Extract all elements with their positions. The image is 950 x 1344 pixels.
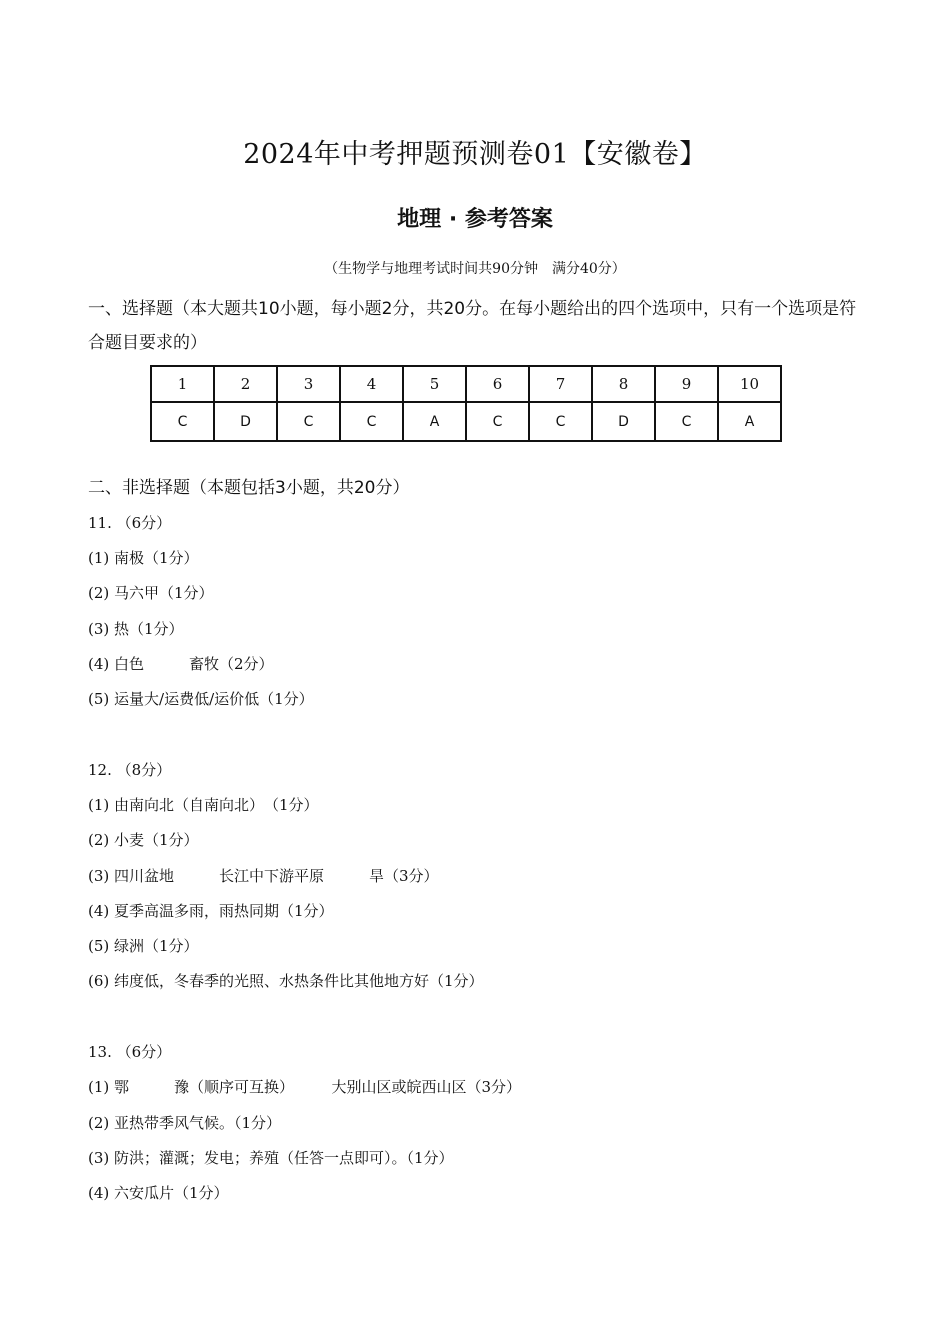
answer-table: [150, 365, 782, 442]
exam-note: （生物学与地理考试时间共90分钟 满分40分）: [324, 261, 626, 277]
q12-answer-line: (2) 小麦（1分）: [88, 831, 199, 849]
answer-cell: C: [655, 402, 718, 441]
q11-answer-line: (5) 运量大/运费低/运价低（1分）: [88, 690, 314, 708]
question-number-cell: 1: [151, 366, 214, 402]
q12-answer-line: (3) 四川盆地 长江中下游平原 旱（3分）: [88, 867, 439, 885]
question-number-cell: 2: [214, 366, 277, 402]
answer-cell: D: [592, 402, 655, 441]
q13-answer-line: (4) 六安瓜片（1分）: [88, 1184, 229, 1202]
section1-heading: 一、选择题（本大题共10小题，每小题2分，共20分。在每小题给出的四个选项中，只有一个选项是符合题目要求的）: [88, 299, 857, 353]
answer-cell: C: [340, 402, 403, 441]
q12-answer-line: (5) 绿洲（1分）: [88, 937, 199, 955]
q13-answer-line: (2) 亚热带季风气候。（1分）: [88, 1114, 282, 1132]
page-subtitle: 地理 · 参考答案: [397, 207, 553, 232]
question-number-cell: 6: [466, 366, 529, 402]
q13-answer-line: (3) 防洪；灌溉；发电；养殖（任答一点即可）。（1分）: [88, 1149, 454, 1167]
q12-answer-line: (1) 由南向北（自南向北） （1分）: [88, 796, 319, 814]
q13-header: 13. （6分）: [88, 1043, 172, 1061]
section2-heading: 二、非选择题（本题包括3小题，共20分）: [88, 478, 410, 498]
question-number-cell: 7: [529, 366, 592, 402]
answer-cell: A: [718, 402, 781, 441]
answer-cell: A: [403, 402, 466, 441]
q11-header: 11. （6分）: [88, 514, 172, 532]
answer-cell: C: [529, 402, 592, 441]
answer-cell: C: [277, 402, 340, 441]
answer-cell: C: [151, 402, 214, 441]
answer-table-numbers-row: [151, 366, 781, 402]
question-number-cell: 3: [277, 366, 340, 402]
q11-answer-line: (2) 马六甲（1分）: [88, 584, 214, 602]
q11-answer-line: (4) 白色 畜牧（2分）: [88, 655, 274, 673]
question-number-cell: 4: [340, 366, 403, 402]
q12-header: 12. （8分）: [88, 761, 172, 779]
answer-cell: C: [466, 402, 529, 441]
answer-table-answers-row: [151, 402, 781, 441]
q12-answer-line: (4) 夏季高温多雨，雨热同期（1分）: [88, 902, 334, 920]
q11-answer-line: (3) 热（1分）: [88, 620, 184, 638]
question-number-cell: 5: [403, 366, 466, 402]
q12-answer-line: (6) 纬度低，冬春季的光照、水热条件比其他地方好（1分）: [88, 972, 484, 990]
question-number-cell: 10: [718, 366, 781, 402]
q11-answer-line: (1) 南极（1分）: [88, 549, 199, 567]
question-number-cell: 8: [592, 366, 655, 402]
question-number-cell: 9: [655, 366, 718, 402]
answer-cell: D: [214, 402, 277, 441]
page-title: 2024年中考押题预测卷01【安徽卷】: [243, 139, 707, 170]
q13-answer-line: (1) 鄂 豫（顺序可互换） 大别山区或皖西山区（3分）: [88, 1078, 522, 1096]
